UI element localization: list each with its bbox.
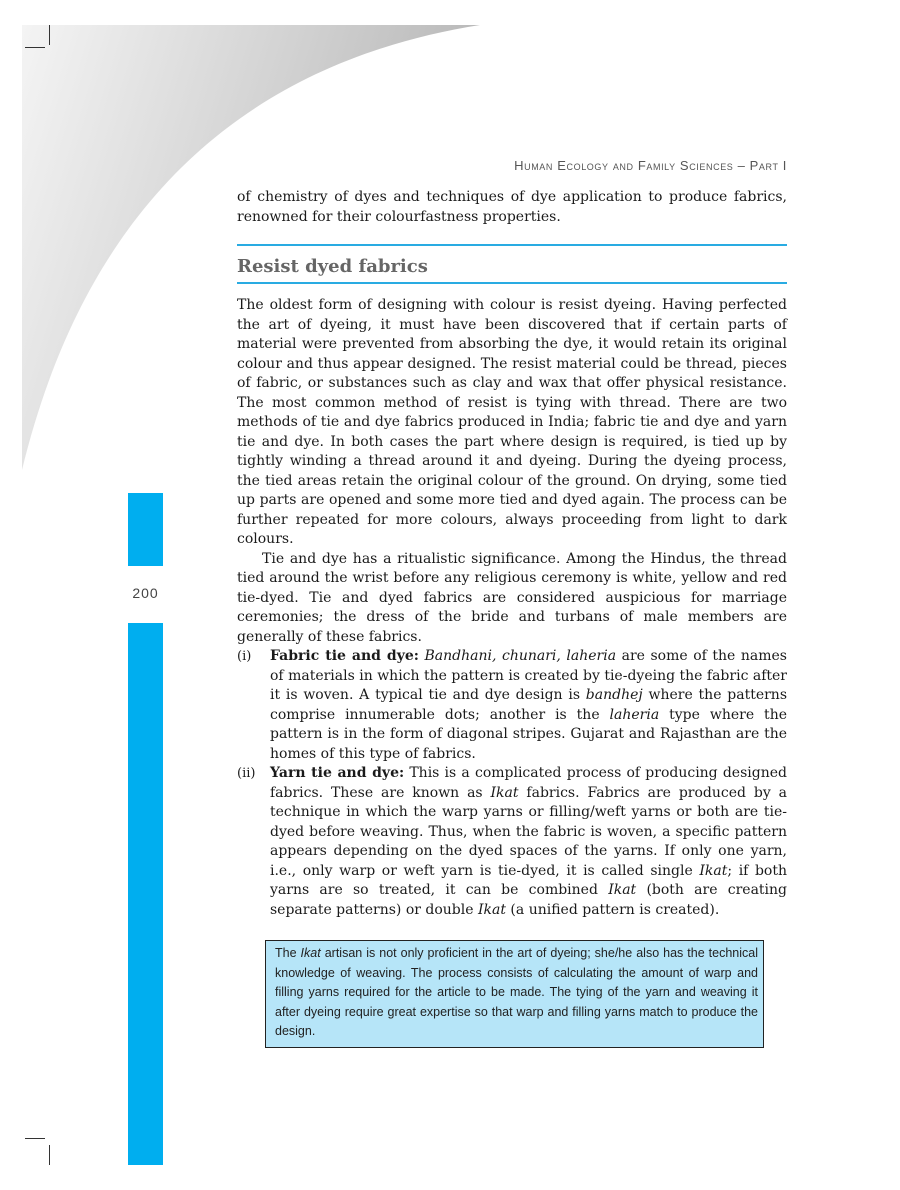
crop-mark-top-v — [49, 25, 50, 45]
page-number: 200 — [132, 585, 159, 601]
italic-term: Bandhani, chunari, laheria — [424, 648, 617, 664]
italic-term: bandhej — [585, 687, 643, 703]
list-item — [237, 647, 787, 764]
crop-mark-bottom-h — [25, 1138, 45, 1139]
side-accent-bar-top — [128, 493, 163, 566]
italic-term: Ikat — [300, 946, 321, 960]
list-marker: (ii) — [237, 766, 256, 781]
text-run: where the patterns comprise innumerable dots; another is the — [270, 687, 787, 723]
text-run: ; if both yarns are so treated, it can be combined — [270, 862, 787, 898]
italic-term: Ikat — [608, 882, 637, 898]
text-run: fabrics. Fabrics are produced by a technique in which the warp yarns or filling/weft yarns or both are tie-dyed before weaving. Thus, when the fabric is woven, a specific pattern appears depending on the dyed spaces of the yarns. If only one yarn, i.e., only warp or weft yarn is tie-dyed, it is called single — [270, 784, 788, 879]
text-run: type where the pattern is in the form of diagonal stripes. Gujarat and Rajasthan are the homes of this type of fabrics. — [270, 706, 787, 762]
side-accent-bar-bottom — [128, 623, 163, 1165]
italic-term: Ikat — [477, 901, 506, 918]
text-run: The — [275, 946, 301, 960]
section-rule-top — [237, 244, 787, 246]
list-item — [237, 764, 787, 920]
crop-mark-top-h — [25, 47, 45, 48]
text-run: artisan is not only proficient in the art of dyeing; she/he also has the technical knowledge of weaving. The process consists of calculating the amount of warp and filling yarns required for the article to be made. The tying of the yarn and weaving it after dyeing require great expertise so that warp and filling yarns match to produce the design. — [275, 946, 759, 1038]
crop-mark-bottom-v — [49, 1145, 50, 1165]
list-item-body — [270, 647, 787, 764]
main-content — [237, 188, 787, 920]
info-note-box — [265, 940, 764, 1048]
text-run: (both are creating separate patterns) or double — [270, 882, 788, 918]
italic-term: Ikat — [699, 862, 728, 879]
list-item-title: Fabric tie and dye: — [270, 648, 419, 664]
italic-term: Ikat — [490, 784, 519, 801]
intro-paragraph: of chemistry of dyes and techniques of dye application to produce fabrics, renowned for their colourfastness properties. — [237, 189, 787, 225]
resist-dye-paragraph-1: The oldest form of designing with colour is resist dyeing. Having perfected the art of dyeing, it must have been discovered that if certain parts of material were prevented from absorbing the dye, it would retain its original colour and thus appear designed. The resist material could be thread, pieces of fabric, or substances such as clay and wax that offer physical resistance. The most common method of resist is tying with thread. There are two methods of tie and dye fabrics produced in India; fabric tie and dye and yarn tie and dye. In both cases the part where design is required, is tied up by tightly winding a thread around it and dyeing. During the dyeing process, the tied areas retain the original colour of the ground. On drying, some tied up parts are opened and some more tied and dyed again. The process can be further repeated for more colours, always proceeding from light to dark colours. — [237, 297, 787, 547]
list-item-title: Yarn tie and dye: — [270, 765, 405, 781]
italic-term: laheria — [609, 706, 660, 723]
running-header: Human Ecology and Family Sciences – Part I — [514, 158, 787, 173]
text-run: are some of the names of materials in which the pattern is created by tie-dyeing the fabric after it is woven. A typical tie and dye design is — [270, 648, 787, 703]
text-run: This is a complicated process of producing designed fabrics. These are known as — [270, 765, 787, 801]
list-item-body — [270, 764, 787, 920]
text-run: (a unified pattern is created). — [505, 901, 720, 918]
section-heading: Resist dyed fabrics — [237, 256, 428, 277]
list-marker: (i) — [237, 649, 252, 664]
resist-dye-paragraph-2: Tie and dye has a ritualistic significance. Among the Hindus, the thread tied around the wrist before any religious ceremony is white, yellow and red tie-dyed. Tie and dyed fabrics are considered auspicious for marriage ceremonies; the dress of the bride and turbans of male members are generally of these fabrics. — [237, 550, 787, 645]
